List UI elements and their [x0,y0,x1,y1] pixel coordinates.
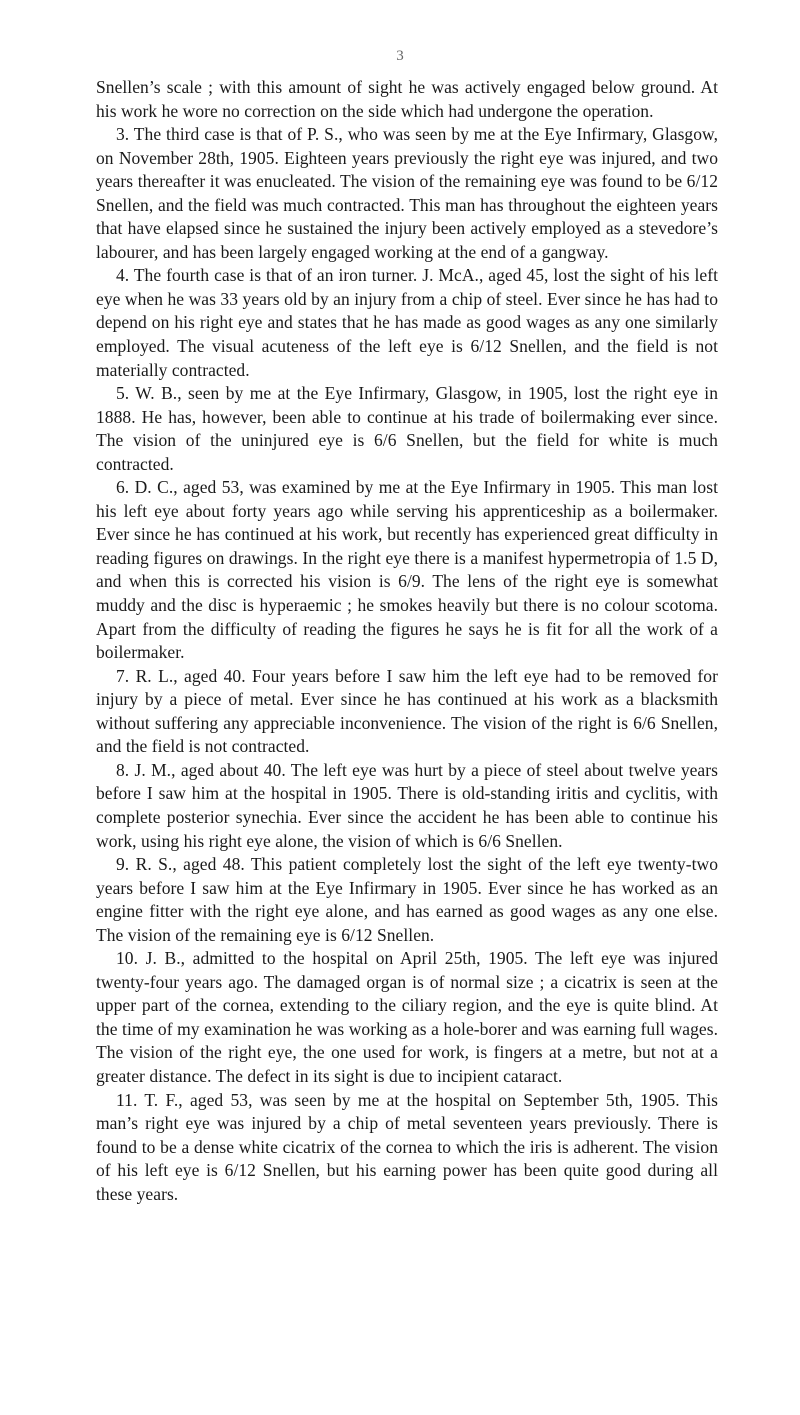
page-number: 3 [396,48,404,64]
body-text [96,76,718,1206]
paragraph-case-5: 5. W. B., seen by me at the Eye Infirmary, Glasgow, in 1905, lost the right eye in 1888. He has, however, been able to continue at his trade of boilermaking ever since. The vision of the uninjured eye is 6/6 Snellen, but the field for white is much contracted. [96,383,718,474]
paragraph-case-10: 10. J. B., admitted to the hospital on April 25th, 1905. The left eye was injured twenty-four years ago. The damaged organ is of normal size ; a cicatrix is seen at the upper part of the cornea, extending to the ciliary region, and the eye is quite blind. At the time of my examination he was working as a hole-borer and was earning full wages. The vision of the right eye, the one used for work, is fingers at a metre, but not at a greater distance. The defect in its sight is due to incipient cataract. [96,948,718,1086]
paragraph-case-6: 6. D. C., aged 53, was examined by me at the Eye Infirmary in 1905. This man lost his left eye about forty years ago while serving his apprenticeship as a boilermaker. Ever since he has continued at his work, but recently has experienced great difficulty in reading figures on drawings. In the right eye there is a manifest hypermetropia of 1.5 D, and when this is corrected his vision is 6/9. The lens of the right eye is somewhat muddy and the disc is hyperaemic ; he smokes heavily but there is no colour scotoma. Apart from the difficulty of reading the figures he says he is fit for all the work of a boilermaker. [96,477,718,663]
paragraph-case-7: 7. R. L., aged 40. Four years before I saw him the left eye had to be removed for injury by a piece of metal. Ever since he has continued at his work as a blacksmith without suffering any appreciable inconvenience. The vision of the right is 6/6 Snellen, and the field is not contracted. [96,665,718,757]
paragraph-case-4: 4. The fourth case is that of an iron turner. J. McA., aged 45, lost the sight of his left eye when he was 33 years old by an injury from a chip of steel. Ever since he has had to depend on his right eye and states that he has made as good wages as any one similarly employed. The visual acuteness of the left eye is 6/12 Snellen, and the field is not materially contracted. [96,265,718,380]
paragraph-continuation: Snellen’s scale ; with this amount of sight he was actively engaged below ground. At his work he wore no correction on the side which had undergone the operation. [96,77,718,121]
paragraph-case-3: 3. The third case is that of P. S., who was seen by me at the Eye Infirmary, Glasgow, on November 28th, 1905. Eighteen years previously the right eye was injured, and two years thereafter it was enucleated. The vision of the remaining eye was found to be 6/12 Snellen, and the field was much contracted. This man has throughout the eighteen years that have elapsed since he sustained the injury been actively employed as a stevedore’s labourer, and has been largely engaged working at the end of a gangway. [96,124,718,262]
paragraph-case-9: 9. R. S., aged 48. This patient completely lost the sight of the left eye twenty-two years before I saw him at the Eye Infirmary in 1905. Ever since he has worked as an engine fitter with the right eye alone, and has earned as good wages as any one else. The vision of the remaining eye is 6/12 Snellen. [96,854,718,945]
paragraph-case-11: 11. T. F., aged 53, was seen by me at the hospital on September 5th, 1905. This man’s right eye was injured by a chip of metal seventeen years previously. There is found to be a dense white cicatrix of the cornea to which the iris is adherent. The vision of his left eye is 6/12 Snellen, but his earning power has been quite good during all these years. [96,1089,718,1204]
paragraph-case-8: 8. J. M., aged about 40. The left eye was hurt by a piece of steel about twelve years before I saw him at the hospital in 1905. There is old-standing iritis and cyclitis, with complete posterior synechia. Ever since the accident he has been able to continue his work, using his right eye alone, the vision of which is 6/6 Snellen. [96,759,718,851]
